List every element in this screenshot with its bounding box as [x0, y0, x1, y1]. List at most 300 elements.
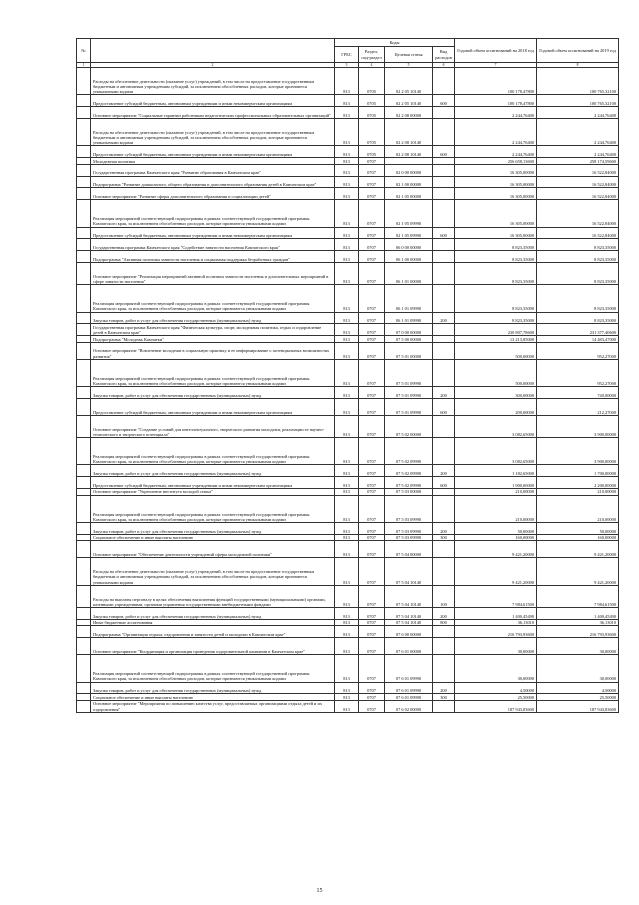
row-num-cell	[77, 398, 91, 415]
row-target-cell: 07 5 04 10140	[385, 608, 433, 620]
row-volume-2018-cell: 8 823,35000	[455, 312, 537, 324]
row-section-cell: 0707	[359, 387, 385, 399]
row-section-cell: 0707	[359, 477, 385, 489]
row-volume-2019-cell: 9 421,20000	[537, 541, 619, 558]
row-section-cell: 0707	[359, 164, 385, 176]
row-name-cell: Закупка товаров, работ и услуг для обеспечения государственных (муниципальных) нужд	[91, 523, 335, 535]
row-grbs-cell: 813	[335, 415, 359, 437]
row-name-cell: Основное мероприятие "Координация и организация проведения оздоровительной кампании в Камчатском крае"	[91, 638, 335, 655]
row-target-cell: 02 2 05 10140	[385, 95, 433, 107]
row-expense-type-cell	[433, 438, 455, 465]
row-grbs-cell: 813	[335, 324, 359, 336]
row-target-cell: 07 5 04 00000	[385, 541, 433, 558]
row-volume-2018-cell: 300,00000	[455, 387, 537, 399]
row-section-cell: 0707	[359, 523, 385, 535]
row-target-cell: 02 1 05 09990	[385, 200, 433, 227]
row-num-cell	[77, 146, 91, 158]
row-target-cell: 06 1 00 00000	[385, 251, 433, 263]
row-name-cell: Реализация мероприятий соответствующей подпрограммы в рамках соответствующей государственной программы Камчатского края, за исключением обособленных расходов, которые признаются уникальными кодами	[91, 200, 335, 227]
row-grbs-cell: 813	[335, 342, 359, 359]
row-section-cell: 0707	[359, 227, 385, 239]
table-body	[77, 68, 619, 713]
table-row	[77, 342, 619, 359]
row-num-cell	[77, 655, 91, 682]
row-grbs-cell: 813	[335, 158, 359, 165]
row-expense-type-cell	[433, 336, 455, 343]
row-section-cell: 0707	[359, 398, 385, 415]
row-grbs-cell: 813	[335, 700, 359, 712]
row-num-cell	[77, 495, 91, 522]
row-expense-type-cell	[433, 638, 455, 655]
row-target-cell: 02 1 05 09990	[385, 227, 433, 239]
table-row	[77, 626, 619, 638]
row-target-cell: 07 5 01 09990	[385, 387, 433, 399]
table-row	[77, 200, 619, 227]
row-section-cell: 0707	[359, 415, 385, 437]
row-name-cell: Расходы на обеспечение деятельности (оказание услуг) учреждений, в том числе на предоставление государственным бюджетным и автономным учреждениям субсидий, за исключением обособленных расходов, которые признаются уникальными кодами	[91, 558, 335, 585]
header-grbs: ГРБС	[335, 47, 359, 63]
row-expense-type-cell	[433, 285, 455, 312]
row-num-cell	[77, 95, 91, 107]
row-section-cell: 0707	[359, 694, 385, 701]
row-expense-type-cell: 200	[433, 387, 455, 399]
table-row	[77, 324, 619, 336]
row-volume-2019-cell: 210,00000	[537, 495, 619, 522]
row-volume-2019-cell: 258 174,59600	[537, 158, 619, 165]
column-number: 8	[537, 63, 619, 68]
row-name-cell: Закупка товаров, работ и услуг для обеспечения государственных (муниципальных) нужд	[91, 465, 335, 477]
row-expense-type-cell	[433, 176, 455, 188]
row-section-cell: 0707	[359, 465, 385, 477]
row-grbs-cell: 813	[335, 107, 359, 119]
row-grbs-cell: 813	[335, 608, 359, 620]
row-expense-type-cell: 600	[433, 95, 455, 107]
row-volume-2019-cell: 2 244,76400	[537, 107, 619, 119]
table-row	[77, 176, 619, 188]
row-grbs-cell: 813	[335, 495, 359, 522]
row-target-cell: 07 6 01 09990	[385, 682, 433, 694]
row-num-cell	[77, 312, 91, 324]
row-target-cell: 07 5 00 00000	[385, 336, 433, 343]
row-section-cell: 0707	[359, 359, 385, 386]
row-volume-2018-cell: 4,50000	[455, 682, 537, 694]
row-volume-2018-cell: 16 305,00000	[455, 188, 537, 200]
row-expense-type-cell	[433, 262, 455, 284]
row-section-cell: 0707	[359, 638, 385, 655]
row-volume-2019-cell: 952,27000	[537, 359, 619, 386]
row-num-cell	[77, 682, 91, 694]
row-num-cell	[77, 585, 91, 607]
row-section-cell: 0707	[359, 188, 385, 200]
row-num-cell	[77, 558, 91, 585]
row-name-cell: Закупка товаров, работ и услуг для обеспечения государственных (муниципальных) нужд	[91, 312, 335, 324]
row-num-cell	[77, 188, 91, 200]
row-section-cell: 0705	[359, 118, 385, 145]
row-section-cell: 0705	[359, 68, 385, 95]
row-volume-2018-cell: 100 178,47800	[455, 95, 537, 107]
row-name-cell: Основное мероприятие "Реализация мероприятий активной политики занятости населения и дополнительных мероприятий в сфере занятости населения"	[91, 262, 335, 284]
row-section-cell: 0707	[359, 324, 385, 336]
row-grbs-cell: 813	[335, 95, 359, 107]
row-volume-2018-cell: 30,00000	[455, 655, 537, 682]
page-number: 15	[316, 888, 323, 894]
row-grbs-cell: 813	[335, 262, 359, 284]
row-name-cell: Закупка товаров, работ и услуг для обеспечения государственных (муниципальных) нужд	[91, 682, 335, 694]
row-name-cell: Основное мероприятие "Создание условий для интеллектуального, творческого развития молодежи, реализации ее научно-технического и творческого потенциала"	[91, 415, 335, 437]
row-volume-2018-cell: 16 305,00000	[455, 200, 537, 227]
row-volume-2019-cell: 50,00000	[537, 523, 619, 535]
row-section-cell: 0707	[359, 489, 385, 496]
row-grbs-cell: 813	[335, 251, 359, 263]
row-expense-type-cell: 800	[433, 619, 455, 626]
row-target-cell: 02 2 05 10140	[385, 68, 433, 95]
row-target-cell: 02 1 05 00000	[385, 188, 433, 200]
row-volume-2019-cell: 16 522,84000	[537, 227, 619, 239]
table-row	[77, 694, 619, 701]
row-expense-type-cell	[433, 118, 455, 145]
row-grbs-cell: 813	[335, 188, 359, 200]
row-name-cell: Государственная программа Камчатского края "Физическая культура, спорт, молодежная политика, отдых и оздоровление детей в Камчатском крае"	[91, 324, 335, 336]
row-grbs-cell: 813	[335, 359, 359, 386]
row-expense-type-cell	[433, 495, 455, 522]
row-target-cell: 07 5 03 09990	[385, 495, 433, 522]
table-row	[77, 638, 619, 655]
row-section-cell: 0707	[359, 655, 385, 682]
table-row	[77, 465, 619, 477]
row-volume-2019-cell: 9 421,20000	[537, 558, 619, 585]
row-volume-2019-cell: 7 984,61500	[537, 585, 619, 607]
row-section-cell: 0707	[359, 700, 385, 712]
row-volume-2019-cell: 25,50000	[537, 694, 619, 701]
row-volume-2019-cell: 30,00000	[537, 638, 619, 655]
row-num-cell	[77, 619, 91, 626]
row-volume-2019-cell: 216 793,93600	[537, 626, 619, 638]
row-target-cell: 07 6 01 09990	[385, 694, 433, 701]
row-grbs-cell: 813	[335, 227, 359, 239]
table-row	[77, 523, 619, 535]
row-name-cell: Иные бюджетные ассигнования	[91, 619, 335, 626]
row-name-cell: Подпрограмма "Молодежь Камчатки"	[91, 336, 335, 343]
row-volume-2019-cell: 160,00000	[537, 534, 619, 541]
row-target-cell: 02 2 08 10140	[385, 146, 433, 158]
row-name-cell: Предоставление субсидий бюджетным, автономным учреждениям и иным некоммерческим организациям	[91, 398, 335, 415]
row-volume-2019-cell: 8 823,35000	[537, 251, 619, 263]
row-volume-2019-cell: 740,00000	[537, 387, 619, 399]
row-expense-type-cell: 300	[433, 694, 455, 701]
row-expense-type-cell	[433, 239, 455, 251]
row-target-cell: 06 0 00 00000	[385, 239, 433, 251]
table-row	[77, 558, 619, 585]
row-volume-2019-cell: 2 200,00000	[537, 477, 619, 489]
row-volume-2019-cell: 8 823,35000	[537, 262, 619, 284]
header-codes: Коды	[335, 39, 455, 47]
row-target-cell: 02 0 00 00000	[385, 164, 433, 176]
row-volume-2019-cell: 30,00000	[537, 655, 619, 682]
row-expense-type-cell	[433, 626, 455, 638]
row-grbs-cell: 813	[335, 146, 359, 158]
row-section-cell: 0707	[359, 495, 385, 522]
row-name-cell: Подпрограмма "Развитие дошкольного, общего образования и дополнительного образования детей в Камчатском крае"	[91, 176, 335, 188]
row-name-cell: Реализация мероприятий соответствующей подпрограммы в рамках соответствующей государственной программы Камчатского края, за исключением обособленных расходов, которые признаются уникальными кодами	[91, 495, 335, 522]
row-volume-2019-cell: 8 823,35000	[537, 312, 619, 324]
table-row	[77, 251, 619, 263]
row-grbs-cell: 813	[335, 239, 359, 251]
table-row	[77, 387, 619, 399]
row-grbs-cell: 813	[335, 523, 359, 535]
row-expense-type-cell	[433, 251, 455, 263]
row-volume-2018-cell: 7 984,61500	[455, 585, 537, 607]
table-row	[77, 68, 619, 95]
row-target-cell: 07 5 02 09990	[385, 477, 433, 489]
row-name-cell: Предоставление субсидий бюджетным, автономным учреждениям и иным некоммерческим организациям	[91, 227, 335, 239]
row-section-cell: 0707	[359, 585, 385, 607]
row-section-cell: 0707	[359, 312, 385, 324]
row-name-cell: Предоставление субсидий бюджетным, автономным учреждениям и иным некоммерческим организациям	[91, 95, 335, 107]
row-volume-2018-cell: 16 305,00000	[455, 227, 537, 239]
table-row	[77, 438, 619, 465]
row-volume-2018-cell: 13 213,85000	[455, 336, 537, 343]
row-section-cell: 0707	[359, 619, 385, 626]
row-expense-type-cell	[433, 324, 455, 336]
table-row	[77, 188, 619, 200]
row-num-cell	[77, 477, 91, 489]
row-expense-type-cell	[433, 158, 455, 165]
row-volume-2019-cell: 1 400,45490	[537, 608, 619, 620]
row-grbs-cell: 813	[335, 541, 359, 558]
row-name-cell: Молодежная политика	[91, 158, 335, 165]
table-header	[77, 39, 619, 68]
row-target-cell: 07 5 02 09990	[385, 465, 433, 477]
row-target-cell: 07 5 04 10140	[385, 558, 433, 585]
row-target-cell	[385, 158, 433, 165]
row-volume-2019-cell: 3 900,00000	[537, 415, 619, 437]
row-name-cell: Основное мероприятие "Обеспечение деятельности учреждений сферы молодежной политики"	[91, 541, 335, 558]
table-row	[77, 585, 619, 607]
row-num-cell	[77, 285, 91, 312]
row-volume-2018-cell: 256 658,13600	[455, 158, 537, 165]
row-target-cell: 07 5 01 09990	[385, 398, 433, 415]
row-name-cell: Основное мероприятие "Социальные гарантии работникам педагогических профессиональных образовательных организаций"	[91, 107, 335, 119]
row-expense-type-cell: 600	[433, 477, 455, 489]
row-grbs-cell: 813	[335, 387, 359, 399]
row-expense-type-cell	[433, 655, 455, 682]
row-grbs-cell: 813	[335, 682, 359, 694]
row-volume-2019-cell: 100 765,32100	[537, 68, 619, 95]
row-volume-2019-cell: 4,50000	[537, 682, 619, 694]
row-target-cell: 07 5 01 00000	[385, 342, 433, 359]
row-num-cell	[77, 438, 91, 465]
column-number: 5	[385, 63, 433, 68]
row-target-cell: 07 5 01 09990	[385, 359, 433, 386]
row-section-cell: 0707	[359, 541, 385, 558]
row-target-cell: 06 1 01 00000	[385, 262, 433, 284]
row-target-cell: 02 2 08 10140	[385, 118, 433, 145]
row-expense-type-cell	[433, 342, 455, 359]
row-grbs-cell: 813	[335, 285, 359, 312]
header-target: Целевая статья	[385, 47, 433, 63]
row-expense-type-cell	[433, 415, 455, 437]
row-num-cell	[77, 608, 91, 620]
row-volume-2019-cell: 8 823,35000	[537, 285, 619, 312]
row-name-cell: Реализация мероприятий соответствующей подпрограммы в рамках соответствующей государственной программы Камчатского края, за исключением обособленных расходов, которые признаются уникальными кодами	[91, 655, 335, 682]
header-volume-2018: Годовой объем ассигнований на 2018 год	[455, 39, 537, 63]
header-name	[91, 39, 335, 63]
row-target-cell: 02 1 00 00000	[385, 176, 433, 188]
row-volume-2019-cell: 952,27000	[537, 342, 619, 359]
row-target-cell: 07 6 00 00000	[385, 626, 433, 638]
row-volume-2019-cell: 1 700,00000	[537, 465, 619, 477]
table-row	[77, 158, 619, 165]
column-number: 1	[77, 63, 91, 68]
row-num-cell	[77, 262, 91, 284]
row-target-cell: 07 5 03 09990	[385, 534, 433, 541]
row-volume-2018-cell: 500,00000	[455, 359, 537, 386]
row-name-cell: Государственная программа Камчатского края "Развитие образования в Камчатском крае"	[91, 164, 335, 176]
table-row	[77, 359, 619, 386]
column-number: 4	[359, 63, 385, 68]
row-grbs-cell: 813	[335, 489, 359, 496]
row-volume-2018-cell: 187 943,83600	[455, 700, 537, 712]
row-section-cell: 0707	[359, 558, 385, 585]
row-section-cell: 0707	[359, 239, 385, 251]
row-volume-2018-cell: 100 178,47800	[455, 68, 537, 95]
row-volume-2018-cell: 9 421,20000	[455, 541, 537, 558]
row-name-cell: Закупка товаров, работ и услуг для обеспечения государственных (муниципальных) нужд	[91, 608, 335, 620]
row-expense-type-cell: 200	[433, 465, 455, 477]
table-row	[77, 415, 619, 437]
table-row	[77, 285, 619, 312]
row-name-cell: Государственная программа Камчатского края "Содействие занятости населения Камчатского края"	[91, 239, 335, 251]
table-row	[77, 262, 619, 284]
row-volume-2018-cell: 230 807,78600	[455, 324, 537, 336]
row-volume-2019-cell: 16 522,84000	[537, 188, 619, 200]
row-num-cell	[77, 387, 91, 399]
table-row	[77, 336, 619, 343]
row-name-cell: Основное мероприятие "Укрепление института молодой семьи"	[91, 489, 335, 496]
row-num-cell	[77, 694, 91, 701]
table-row	[77, 489, 619, 496]
row-num-cell	[77, 200, 91, 227]
row-volume-2018-cell: 1 400,45490	[455, 608, 537, 620]
row-expense-type-cell: 300	[433, 534, 455, 541]
row-target-cell: 07 0 00 00000	[385, 324, 433, 336]
header-num: №	[77, 39, 91, 63]
row-volume-2018-cell: 3 082,65000	[455, 438, 537, 465]
row-section-cell: 0705	[359, 107, 385, 119]
row-grbs-cell: 813	[335, 398, 359, 415]
row-section-cell: 0707	[359, 336, 385, 343]
row-volume-2018-cell: 210,00000	[455, 489, 537, 496]
row-expense-type-cell	[433, 164, 455, 176]
row-section-cell: 0707	[359, 608, 385, 620]
row-num-cell	[77, 534, 91, 541]
row-section-cell: 0707	[359, 200, 385, 227]
row-grbs-cell: 813	[335, 68, 359, 95]
row-volume-2019-cell: 2 244,76400	[537, 146, 619, 158]
row-section-cell: 0707	[359, 262, 385, 284]
row-volume-2018-cell: 8 823,35000	[455, 262, 537, 284]
row-expense-type-cell: 600	[433, 227, 455, 239]
row-target-cell: 07 5 02 00000	[385, 415, 433, 437]
row-grbs-cell: 813	[335, 312, 359, 324]
column-number: 2	[91, 63, 335, 68]
row-grbs-cell: 813	[335, 619, 359, 626]
column-number: 6	[433, 63, 455, 68]
row-section-cell: 0705	[359, 95, 385, 107]
row-num-cell	[77, 239, 91, 251]
row-target-cell: 07 6 01 09990	[385, 655, 433, 682]
table-row	[77, 534, 619, 541]
row-target-cell: 06 1 01 09990	[385, 285, 433, 312]
row-name-cell: Расходы на обеспечение деятельности (оказание услуг) учреждений, в том числе на предоставление государственным бюджетным и автономным учреждениям субсидий, за исключением обособленных расходов, которые признаются уникальными кодами	[91, 68, 335, 95]
table-row	[77, 312, 619, 324]
budget-table	[76, 38, 619, 713]
row-name-cell: Предоставление субсидий бюджетным, автономным учреждениям и иным некоммерческим организациям	[91, 146, 335, 158]
row-name-cell: Реализация мероприятий соответствующей подпрограммы в рамках соответствующей государственной программы Камчатского края, за исключением обособленных расходов, которые признаются уникальными кодами	[91, 285, 335, 312]
row-grbs-cell: 813	[335, 655, 359, 682]
row-num-cell	[77, 626, 91, 638]
row-expense-type-cell	[433, 489, 455, 496]
row-volume-2018-cell: 9 421,20000	[455, 558, 537, 585]
row-num-cell	[77, 465, 91, 477]
table-row	[77, 227, 619, 239]
row-num-cell	[77, 324, 91, 336]
row-name-cell: Реализация мероприятий соответствующей подпрограммы в рамках соответствующей государственной программы Камчатского края, за исключением обособленных расходов, которые признаются уникальными кодами	[91, 438, 335, 465]
header-volume-2019: Годовой объем ассигнований на 2019 год	[537, 39, 619, 63]
row-expense-type-cell: 100	[433, 585, 455, 607]
row-name-cell: Расходы на выплаты персоналу в целях обеспечения выполнения функций государственными (муниципальными) органами, казенными учреждениями, органами управления государственными внебюджетными фондами	[91, 585, 335, 607]
row-volume-2018-cell: 216 793,93600	[455, 626, 537, 638]
row-num-cell	[77, 523, 91, 535]
row-num-cell	[77, 541, 91, 558]
row-grbs-cell: 813	[335, 477, 359, 489]
row-section-cell: 0707	[359, 626, 385, 638]
row-expense-type-cell: 600	[433, 146, 455, 158]
row-volume-2018-cell: 160,00000	[455, 534, 537, 541]
row-num-cell	[77, 489, 91, 496]
row-section-cell: 0707	[359, 285, 385, 312]
row-grbs-cell: 813	[335, 465, 359, 477]
row-volume-2019-cell: 3 900,00000	[537, 438, 619, 465]
row-grbs-cell: 813	[335, 164, 359, 176]
row-target-cell: 07 6 02 00000	[385, 700, 433, 712]
row-volume-2018-cell: 16 305,00000	[455, 176, 537, 188]
table-row	[77, 107, 619, 119]
row-section-cell: 0707	[359, 176, 385, 188]
row-target-cell: 02 2 08 00000	[385, 107, 433, 119]
row-grbs-cell: 813	[335, 558, 359, 585]
row-volume-2018-cell: 25,50000	[455, 694, 537, 701]
row-volume-2018-cell: 200,00000	[455, 398, 537, 415]
row-name-cell: Подпрограмма "Активная политика занятости населения и социальная поддержка безработных граждан"	[91, 251, 335, 263]
row-volume-2018-cell: 8 823,35000	[455, 251, 537, 263]
row-volume-2019-cell: 210,00000	[537, 489, 619, 496]
header-expense-type: Вид расходов	[433, 47, 455, 63]
row-expense-type-cell	[433, 359, 455, 386]
row-expense-type-cell	[433, 700, 455, 712]
row-volume-2018-cell: 36,13010	[455, 619, 537, 626]
row-grbs-cell: 813	[335, 118, 359, 145]
row-volume-2018-cell: 8 823,35000	[455, 239, 537, 251]
row-expense-type-cell	[433, 107, 455, 119]
row-volume-2019-cell: 14 483,47000	[537, 336, 619, 343]
row-expense-type-cell	[433, 558, 455, 585]
row-volume-2018-cell: 2 244,76400	[455, 107, 537, 119]
row-volume-2019-cell: 16 522,84000	[537, 164, 619, 176]
row-grbs-cell: 813	[335, 638, 359, 655]
row-section-cell: 0707	[359, 534, 385, 541]
row-name-cell: Основное мероприятие "Мероприятия по повышению качества услуг, предоставляемых организациями отдыха детей и их оздоровления"	[91, 700, 335, 712]
